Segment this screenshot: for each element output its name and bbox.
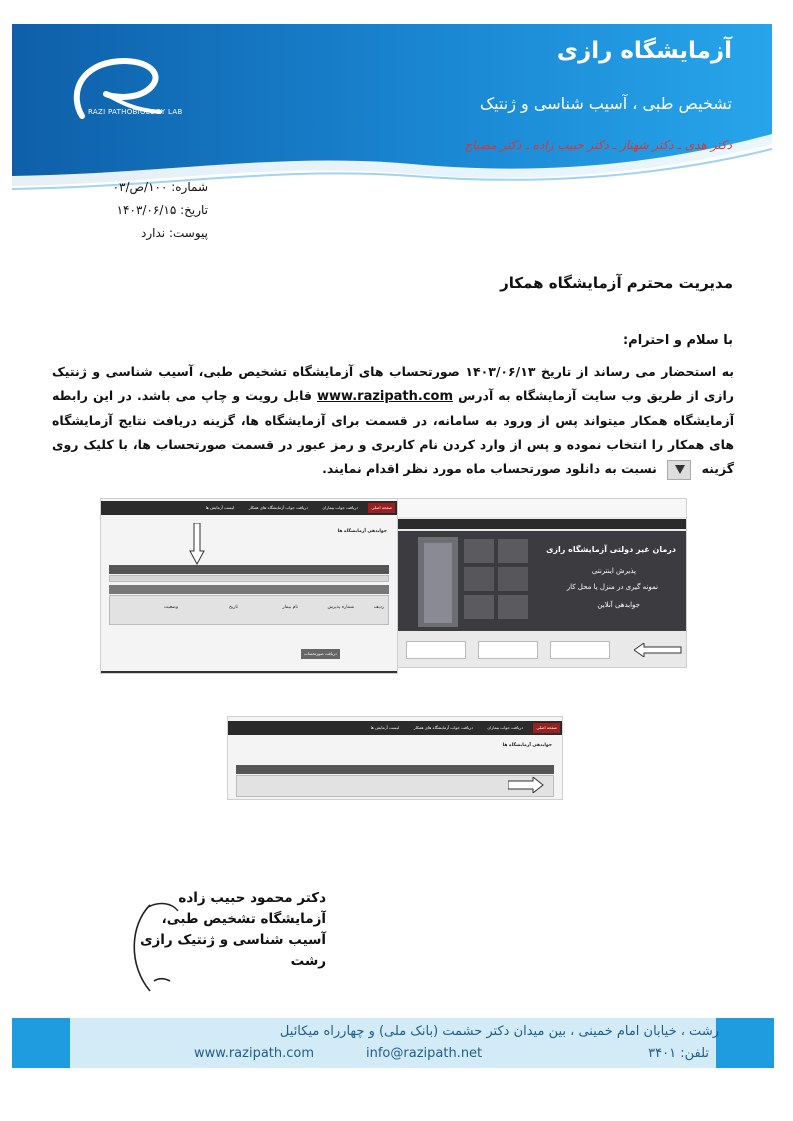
tab-home: صفحه اصلی (533, 723, 560, 733)
screenshot-invoice-list (227, 716, 563, 800)
lab-name: آزمایشگاه رازی (556, 38, 732, 64)
letter-meta (78, 176, 208, 245)
column-header: شماره پذیرش (327, 605, 354, 610)
footer-website[interactable]: www.razipath.com (194, 1046, 315, 1061)
lab-subtitle: تشخیص طبی ، آسیب شناسی و ژنتیک (479, 94, 732, 113)
results-table (109, 595, 389, 625)
service-tile (478, 641, 538, 659)
banner-line-1: پذیرش اینترنتی (591, 567, 636, 575)
tab-test-list: لیست آزمایش ها (370, 725, 399, 730)
right-arrow-icon (508, 777, 544, 793)
panel-title: جوابدهی آزمایشگاه ها (502, 743, 552, 748)
banner-line-2: نمونه گیری در منزل یا محل کار (566, 583, 658, 591)
letterhead (12, 24, 772, 194)
site-header (398, 499, 686, 517)
panel-title: جوابدهی آزمایشگاه ها (337, 529, 387, 534)
doctors-line: دکتر هدی ـ دکتر شهناز ـ دکتر حبیب زاده ـ دکتر مصباح (464, 138, 732, 152)
column-header: نام بیمار (282, 605, 298, 610)
nav-bar (228, 721, 562, 735)
signatory-lab: آزمایشگاه تشخیص طبی، (161, 911, 326, 927)
nav-bar (101, 501, 397, 515)
service-tile (550, 641, 610, 659)
table-row (109, 575, 389, 582)
signatory-dept: آسیب شناسی و ژنتیک رازی رشت (140, 932, 326, 969)
screenshot-homepage (397, 498, 687, 668)
footer-address: رشت ، خیابان امام خمینی ، بین میدان دکتر حشمت (بانک ملی) و چهارراه میکائیل (279, 1024, 719, 1039)
signature-block (126, 888, 326, 972)
down-arrow-icon (189, 523, 205, 565)
signatory-name: دکتر محمود حبیب زاده (178, 890, 326, 906)
greeting: با سلام و احترام: (622, 333, 733, 348)
banner-title: درمان غیر دولتی آزمایشگاه رازی (546, 545, 676, 554)
tab-patient-results: دریافت جواب بیماران (322, 505, 358, 510)
letter-body (52, 360, 734, 481)
site-nav-bar (398, 519, 686, 529)
body-part-2: قابل رویت و چاپ می باشد. در این رابطه آزمایشگاه همکار میتواند پس از ورود به سامانه، در قسمت برای آزمایشگاه ها، گزینه دریافت نتایج آزمایشگاه های همکار را انتخاب نموده و پس از وارد کردن نام کاربری و رمز عبور در قسمت صورتحساب ها، با کلیک روی گزینه (52, 388, 734, 476)
footer-phone: تلفن: ۳۴۰۱ (648, 1046, 709, 1061)
website-link[interactable]: www.razipath.com (317, 389, 454, 404)
invoice-table (236, 775, 554, 797)
letter-number: شماره: ۱۰۰/ص/۰۳ (112, 180, 208, 194)
tab-partner-results: دریافت جواب آزمایشگاه های همکار (413, 725, 473, 730)
tab-home: صفحه اصلی (368, 503, 395, 513)
table-subheader (109, 585, 389, 594)
tab-patient-results: دریافت جواب بیماران (487, 725, 523, 730)
service-tile (406, 641, 466, 659)
body-part-3: نسبت به دانلود صورتحساب ماه مورد نظر اقدام نمایند. (322, 461, 657, 476)
letter-date: تاریخ: ۱۴۰۳/۰۶/۱۵ (116, 203, 208, 217)
footer-email[interactable]: info@razipath.net (366, 1046, 483, 1061)
recipient: مدیریت محترم آزمایشگاه همکار (500, 274, 733, 292)
banner-line-3: جوابدهی آنلاین (597, 601, 640, 609)
column-header: وضعیت (164, 605, 178, 610)
column-header: تاریخ (229, 605, 238, 610)
download-icon (667, 460, 691, 480)
divider (101, 671, 397, 673)
logo-text: RAZI PATHOBIOLOGY LAB (88, 108, 183, 116)
download-invoice-button: دریافت صورتحساب (301, 649, 340, 659)
letter-attachment: پیوست: ندارد (141, 226, 208, 240)
table-header (109, 565, 389, 574)
tab-partner-results: دریافت جواب آزمایشگاه های همکار (248, 505, 308, 510)
body-part-1: به استحضار می رساند از تاریخ ۱۴۰۳/۰۶/۱۳ صورتحساب های آزمایشگاه تشخیص طبی، آسیب شناسی و ژنتیک رازی از طریق وب سایت آزمایشگاه به آدرس (52, 364, 734, 403)
left-arrow-icon (634, 643, 682, 657)
tab-test-list: لیست آزمایش ها (205, 505, 234, 510)
screenshot-results-panel (100, 498, 398, 674)
column-header: ردیف (373, 605, 384, 610)
table-header (236, 765, 554, 774)
